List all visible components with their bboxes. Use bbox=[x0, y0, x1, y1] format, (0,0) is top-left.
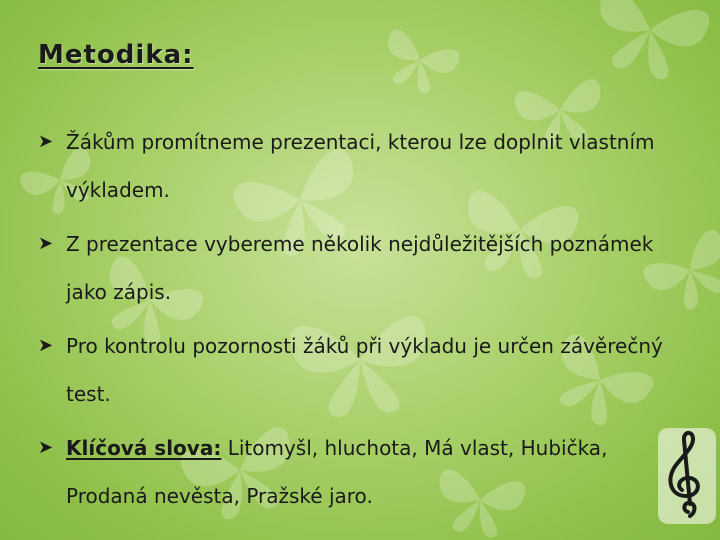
butterfly-icon bbox=[375, 27, 462, 101]
list-item bbox=[38, 118, 678, 214]
arrow-bullet-icon: ➤ bbox=[38, 233, 54, 254]
keywords-label: Klíčová slova: bbox=[66, 436, 222, 460]
list-item bbox=[38, 220, 678, 316]
bullet-list bbox=[38, 118, 678, 526]
arrow-bullet-icon: ➤ bbox=[38, 335, 54, 356]
bullet-text: Pro kontrolu pozornosti žáků při výkladu je určen závěrečný test. bbox=[66, 334, 663, 406]
keywords-item bbox=[38, 424, 678, 520]
treble-clef-icon bbox=[654, 424, 720, 528]
keywords-text: Litomyšl, hluchota, Má vlast, Hubička, Prodaná nevěsta, Pražské jaro. bbox=[66, 436, 608, 508]
bullet-text: Z prezentace vybereme několik nejdůležitějších poznámek jako zápis. bbox=[66, 232, 654, 304]
list-item bbox=[38, 322, 678, 418]
butterfly-icon bbox=[585, 0, 712, 88]
bullet-text: Žákům promítneme prezentaci, kterou lze doplnit vlastním výkladem. bbox=[66, 130, 655, 202]
page-title: Metodika: bbox=[38, 40, 194, 70]
arrow-bullet-icon: ➤ bbox=[38, 131, 54, 152]
arrow-bullet-icon: ➤ bbox=[38, 437, 54, 458]
